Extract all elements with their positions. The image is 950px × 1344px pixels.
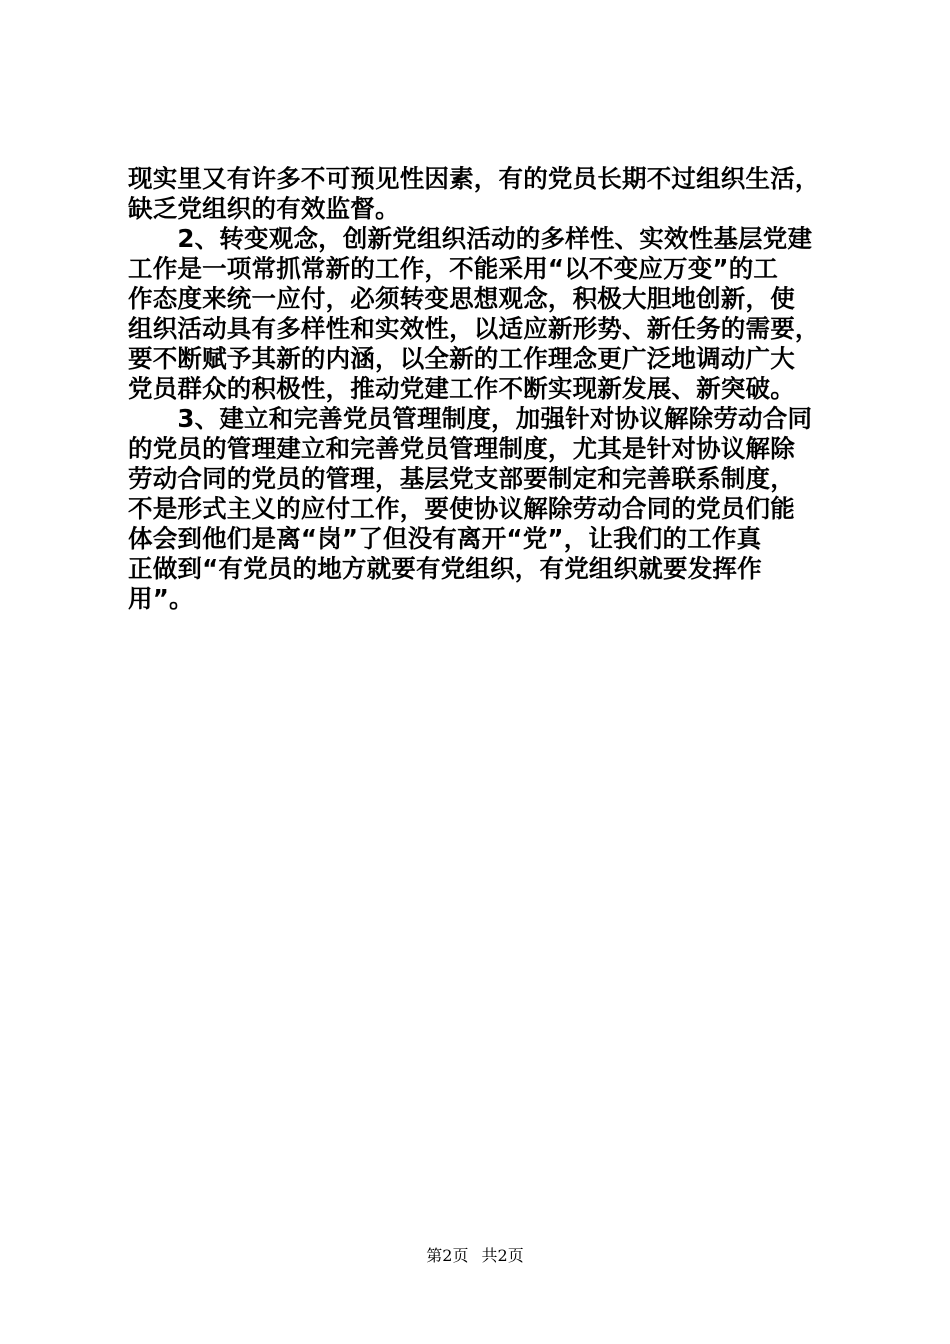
paragraph-2-start: 2、转变观念，创新党组织活动的多样性、实效性基层党建	[128, 224, 813, 253]
text-line: 工作是一项常抓常新的工作，不能采用“以不变应万变”的工	[128, 254, 779, 283]
body-text	[128, 164, 848, 614]
text-line: 要不断赋予其新的内涵，以全新的工作理念更广泛地调动广大	[128, 344, 795, 373]
paragraph-3-start: 3、建立和完善党员管理制度，加强针对协议解除劳动合同	[128, 404, 813, 433]
text-line: 的党员的管理建立和完善党员管理制度，尤其是针对协议解除	[128, 434, 795, 463]
text-line: 用”。	[128, 584, 194, 613]
text-line: 现实里又有许多不可预见性因素，有的党员长期不过组织生活，	[128, 164, 820, 193]
text-line: 组织活动具有多样性和实效性，以适应新形势、新任务的需要，	[128, 314, 820, 343]
page-total: 共2页	[481, 1246, 524, 1265]
text-line: 劳动合同的党员的管理，基层党支部要制定和完善联系制度，	[128, 464, 795, 493]
text-line: 正做到“有党员的地方就要有党组织，有党组织就要发挥作	[128, 554, 762, 583]
text-line: 不是形式主义的应付工作，要使协议解除劳动合同的党员们能	[128, 494, 795, 523]
text-line: 缺乏党组织的有效监督。	[128, 194, 400, 223]
page-footer	[0, 1246, 950, 1266]
text-line: 党员群众的积极性，推动党建工作不断实现新发展、新突破。	[128, 374, 795, 403]
text-line: 体会到他们是离“岗”了但没有离开“党”，让我们的工作真	[128, 524, 762, 553]
text-line: 作态度来统一应付，必须转变思想观念，积极大胆地创新，使	[128, 284, 795, 313]
page-number: 第2页	[426, 1246, 469, 1265]
